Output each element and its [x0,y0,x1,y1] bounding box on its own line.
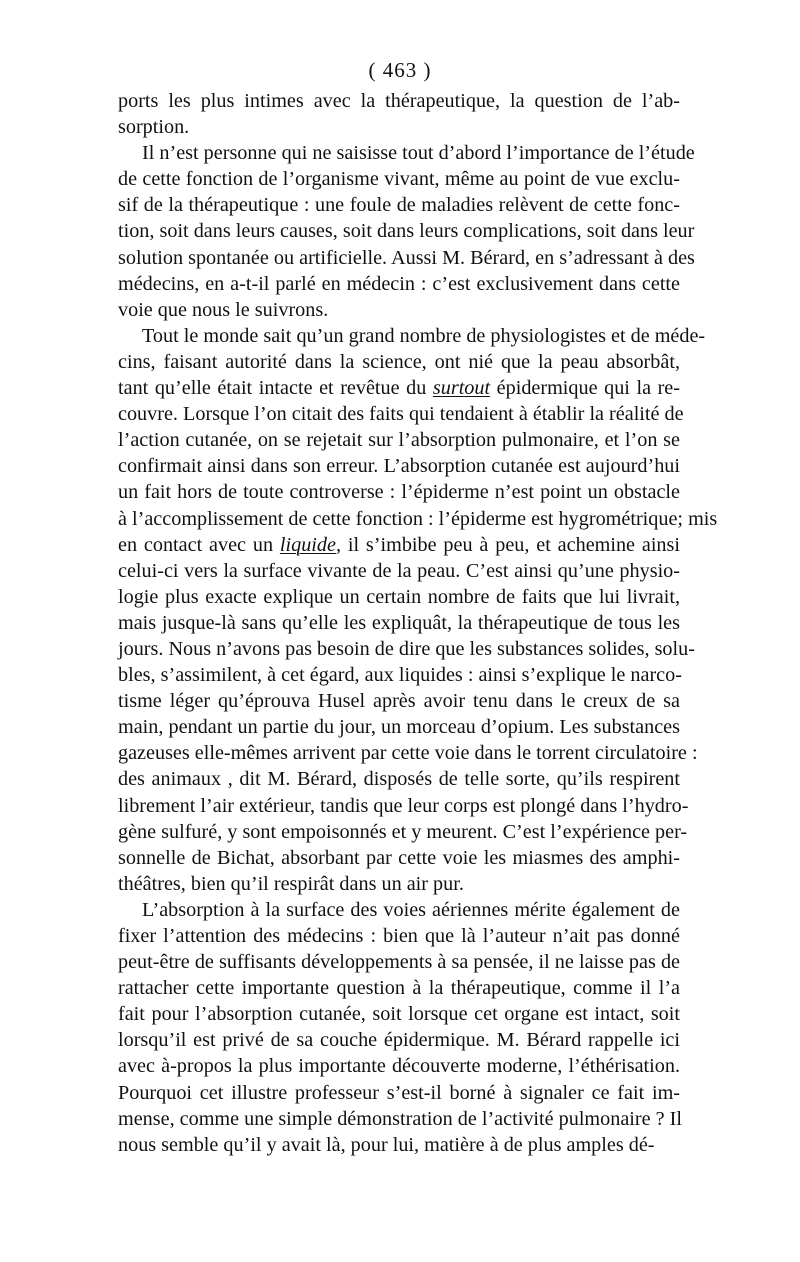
text-line [118,636,695,662]
paragraph [118,140,695,323]
text-line [118,897,680,923]
text-line [118,845,680,871]
text-line [118,218,695,244]
text-segment: sorption. [118,116,190,139]
text-segment: solution spontanée ou artificielle. Aussi M. Bérard, en s’adressant à des [118,246,695,269]
text-line [118,1132,680,1158]
body-text [118,88,718,1158]
text-segment: l’action cutanée, on se rejetait sur l’absorption pulmonaire, et l’on se [118,429,680,452]
text-segment: jours. Nous n’avons pas besoin de dire que les substances solides, solu- [118,637,695,660]
text-segment: médecins, en a-t-il parlé en médecin : c’est exclusivement dans cette [118,272,680,295]
text-line [118,245,695,271]
text-segment: L’absorption à la surface des voies aériennes mérite également de [142,898,680,921]
text-segment: cins, faisant autorité dans la science, ont nié que la peau absorbât, [118,350,680,373]
text-line [118,375,680,401]
text-segment: logie plus exacte explique un certain nombre de faits que lui livrait, [118,585,680,608]
italic-term: liquide [279,533,336,556]
text-line [118,949,680,975]
text-line [118,793,689,819]
text-segment: un fait hors de toute controverse : l’épiderme n’est point un obstacle [118,481,680,504]
text-line [118,740,698,766]
text-line [118,558,680,584]
text-line [118,88,680,114]
text-segment: Pourquoi cet illustre professeur s’est-il borné à signaler ce fait im- [118,1081,680,1104]
text-line [118,1027,680,1053]
text-line [118,349,680,375]
text-line [118,401,684,427]
text-segment: tisme léger qu’éprouva Husel après avoir tenu dans le creux de sa [118,690,680,713]
text-line [118,975,680,1001]
text-segment: ports les plus intimes avec la thérapeutique, la question de l’ab- [118,90,680,112]
text-line [118,923,680,949]
text-segment: fixer l’attention des médecins : bien que là l’auteur n’ait pas donné [118,925,680,947]
text-segment: rattacher cette importante question à la thérapeutique, comme il l’a [118,977,680,1000]
text-line [118,662,680,688]
text-segment: couvre. Lorsque l’on citait des faits qui tendaient à établir la réalité de [118,403,684,426]
text-segment: peut-être de suffisants développements à sa pensée, il ne laisse pas de [118,951,680,974]
text-segment: nous semble qu’il y avait là, pour lui, matière à de plus amples dé- [118,1133,655,1156]
text-segment: de cette fonction de l’organisme vivant, même au point de vue exclu- [118,168,680,191]
text-line [118,479,680,505]
text-segment: voie que nous le suivrons. [118,298,329,321]
text-line [118,271,680,297]
text-segment: avec à-propos la plus importante découverte moderne, l’éthérisation. [118,1055,680,1078]
text-segment: gène sulfuré, y sont empoisonnés et y meurent. C’est l’expérience per- [118,820,688,843]
text-segment: Il n’est personne qui ne saisisse tout d’abord l’importance de l’étude [142,142,695,165]
text-segment: théâtres, bien qu’il respirât dans un air pur. [118,872,464,895]
text-segment: en contact avec un [118,533,280,556]
text-line [118,819,688,845]
text-line [118,297,680,323]
text-line [118,871,680,897]
text-line [118,140,695,166]
text-line [118,532,680,558]
text-segment: main, pendant un partie du jour, un morceau d’opium. Les substances [118,716,680,739]
text-line [118,584,680,610]
text-segment: fait pour l’absorption cutanée, soit lorsque cet organe est intact, soit [118,1003,680,1026]
text-line [118,506,718,532]
text-segment: à l’accomplissement de cette fonction : l’épiderme est hygrométrique; mis [118,507,718,530]
text-segment: confirmait ainsi dans son erreur. L’absorption cutanée est aujourd’hui [118,455,680,478]
text-segment: mais jusque-là sans qu’elle les expliquât, la thérapeutique de tous les [118,611,680,634]
text-line [118,192,680,218]
text-line [118,427,680,453]
text-segment: sonnelle de Bichat, absorbant par cette voie les miasmes des amphi- [118,846,680,869]
paragraph [118,88,680,140]
italic-term: surtout [432,377,491,400]
text-segment: tant qu’elle était intacte et revêtue du [118,377,433,400]
text-line [118,1106,680,1132]
text-line [118,114,680,140]
text-line [118,1080,680,1106]
text-line [118,166,680,192]
text-segment: sif de la thérapeutique : une foule de maladies relèvent de cette fonc- [118,194,680,217]
paragraph [118,323,718,897]
text-segment: gazeuses elle-mêmes arrivent par cette voie dans le torrent circulatoire : [118,742,698,765]
text-segment: librement l’air extérieur, tandis que leur corps est plongé dans l’hydro- [118,794,689,817]
text-segment: , il s’imbibe peu à peu, et achemine ainsi [335,533,680,556]
text-line [118,766,680,792]
text-line [118,1001,680,1027]
paragraph [118,897,680,1158]
text-line [118,688,680,714]
text-segment: Tout le monde sait qu’un grand nombre de physiologistes et de méde- [142,324,706,347]
text-line [118,323,706,349]
text-segment: celui-ci vers la surface vivante de la peau. C’est ainsi qu’une physio- [118,559,680,582]
text-line [118,610,680,636]
text-line [118,1053,680,1079]
text-segment: bles, s’assimilent, à cet égard, aux liquides : ainsi s’explique le narco- [118,664,682,687]
text-segment: tion, soit dans leurs causes, soit dans leurs complications, soit dans leur [118,220,695,243]
text-line [118,714,680,740]
text-segment: épidermique qui la re- [490,377,680,400]
page-number: ( 463 ) [368,58,432,82]
text-line [118,453,680,479]
text-segment: lorsqu’il est privé de sa couche épidermique. M. Bérard rappelle ici [118,1029,680,1052]
text-segment: des animaux , dit M. Bérard, disposés de telle sorte, qu’ils respirent [118,768,680,791]
text-segment: mense, comme une simple démonstration de l’activité pulmonaire ? Il [118,1107,682,1130]
